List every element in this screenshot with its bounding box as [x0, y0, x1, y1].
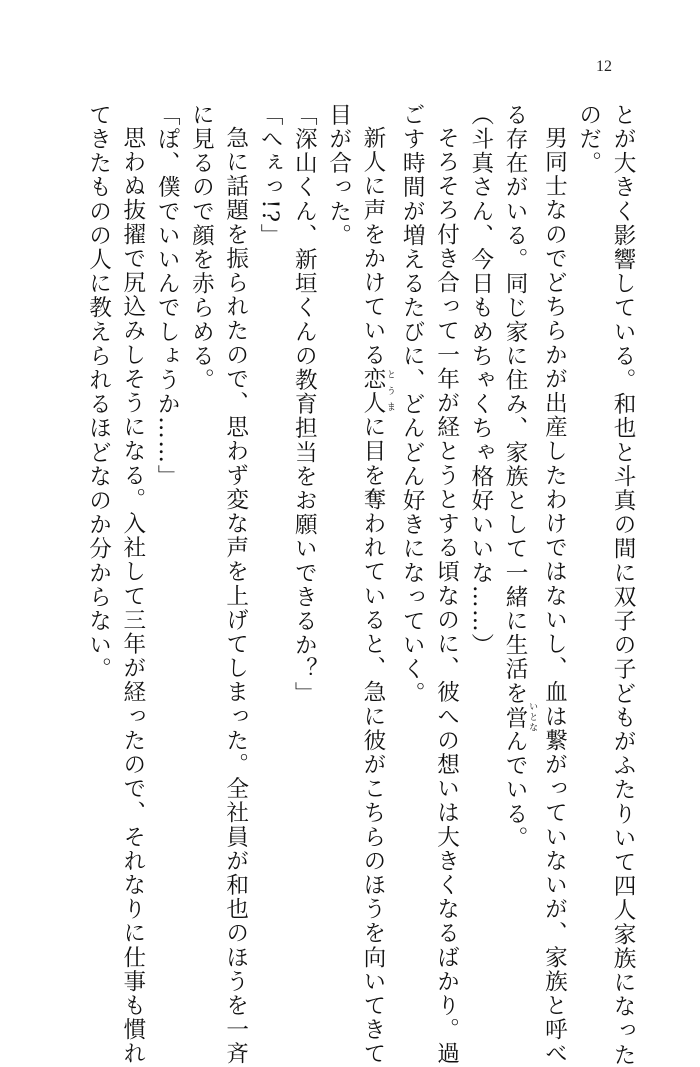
ruby-itonan: 営 いとな — [502, 701, 538, 734]
page-number: 12 — [596, 58, 612, 75]
text-line-4: る存在がいる。同じ家に住み、家族として一緒に生活を営 いとなんでいる。 — [502, 103, 538, 851]
text-line-13: に見るので顔を赤らめる。 — [188, 103, 215, 393]
text-line-14: 「ぽ、僕でいいんでしょうか……」 — [154, 103, 181, 489]
text-line-16: てきたものの人に教えられるほどなのか分からない。 — [85, 103, 112, 682]
text-line-12: 急に話題を振られたので、思わず変な声を上げてしまった。全社員が和也のほうを一斉 — [222, 125, 249, 1066]
text-line-2: のだ。 — [575, 103, 602, 176]
vertical-body-text — [85, 103, 640, 1067]
text-line-7: ごす時間が増えるたびに、どんどん好きになっていく。 — [399, 103, 426, 706]
text-line-15: 思わぬ抜擢で尻込みしそうになる。入社して三年が経ったので、それなりに仕事も慣れ — [119, 125, 146, 1066]
ruby-touma-reading: とうま — [384, 366, 395, 415]
text-line-3: 男同士なのでどちらかが出産したわけではないし、血は繋がっていないが、家族と呼べ — [541, 125, 568, 1066]
ruby-touma: 恋人 とうま — [359, 366, 395, 415]
text-line-8: 新人に声をかけている恋人 とうまに目を奪われていると、急に彼がこちらのほうを向いてきて — [359, 125, 395, 1066]
ruby-itonan-reading: いとな — [527, 701, 538, 734]
text-line-5: （斗真さん、今日もめちゃくちゃ格好いいな……） — [467, 103, 494, 658]
text-line-1: とが大きく影響している。和也と斗真の間に双子の子どもがふたりいて四人家族になった — [610, 103, 636, 1067]
text-line-6: そろそろ付き合って一年が経とうとする頃なのに、彼への想いは大きくなるばかり。過 — [433, 125, 460, 1066]
text-line-9: 目が合った。 — [325, 103, 352, 248]
text-line-10: 「深山くん、新垣くんの教育担当をお願いできるか？」 — [291, 103, 318, 706]
text-line-11: 「へぇっ!?」 — [257, 103, 284, 248]
